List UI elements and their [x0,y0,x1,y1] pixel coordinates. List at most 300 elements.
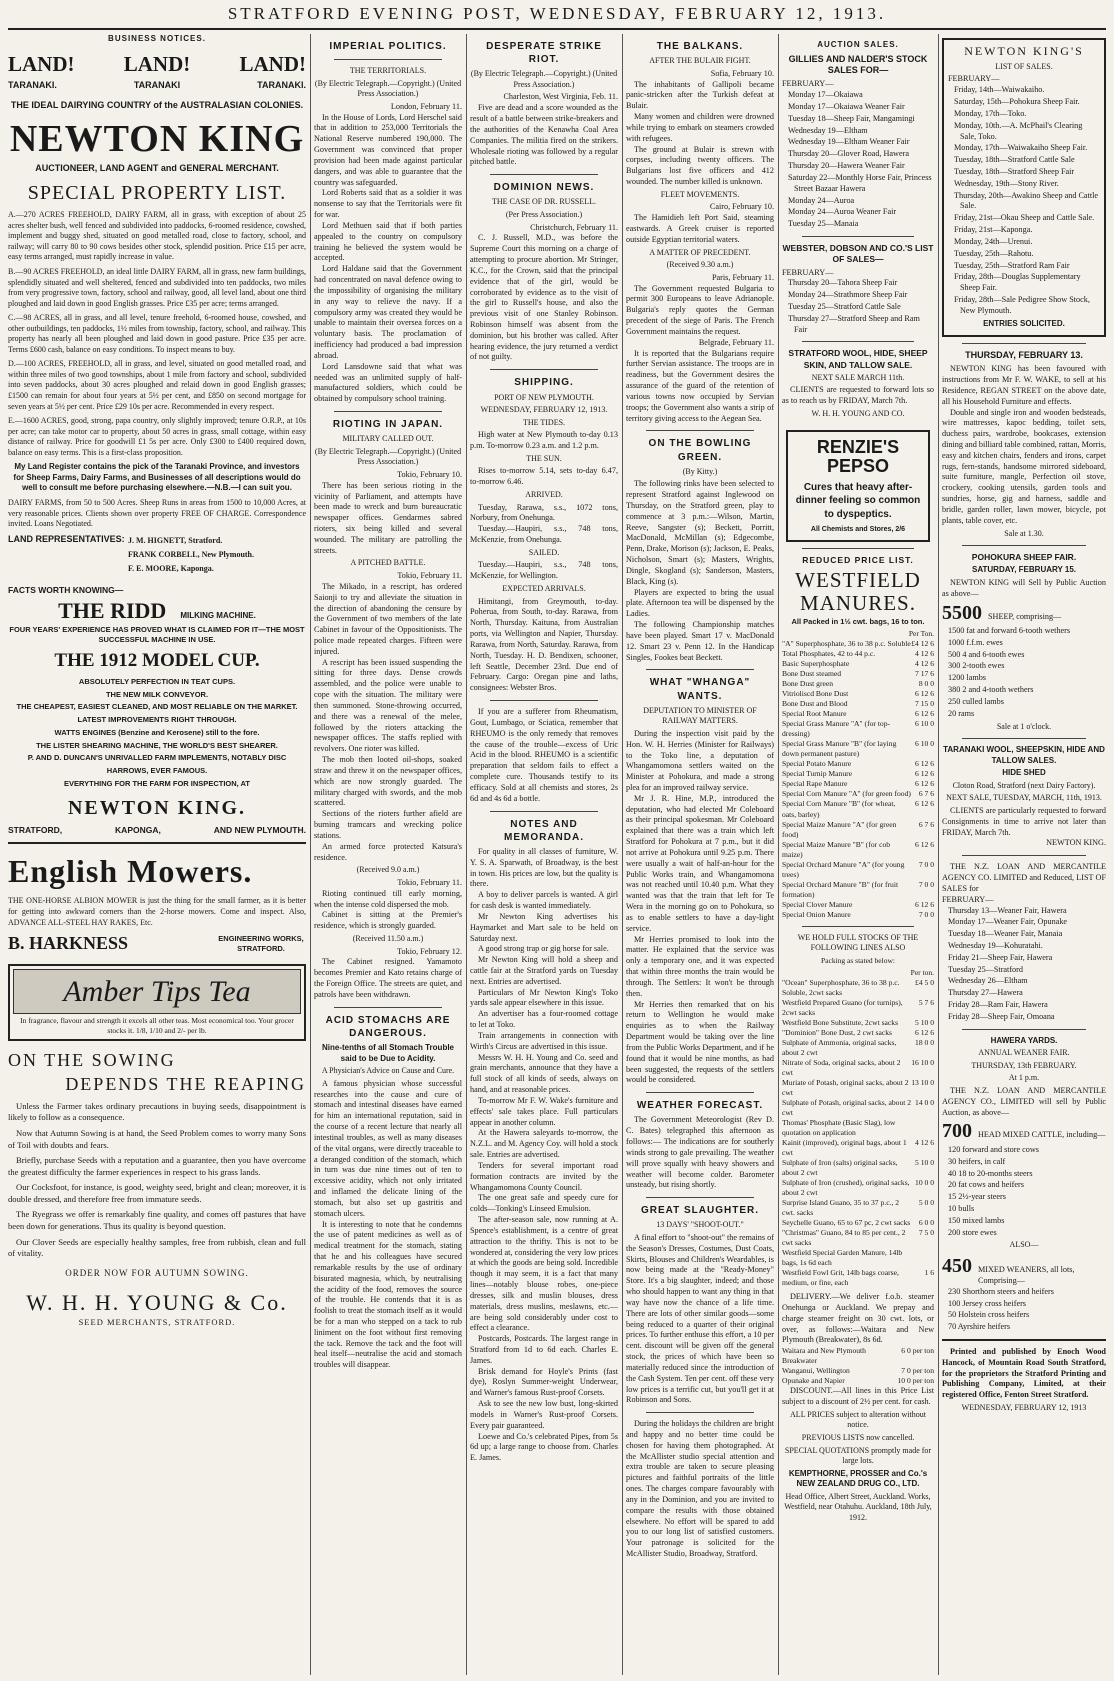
price-row [782,1228,934,1248]
stock-entry: 50 Holstein cross heifers [948,1310,1030,1320]
news-paragraph: The following Championship matches have been played. Smart 17 v. MacDonald 12. Smart 23 v. Penn 12. In the Handicap Singles, Fookes beat Beckett. [626,620,774,662]
price-item: Special Grass Manure "A" (for top-dressing) [782,719,891,739]
sale-time: At 1 p.m. [1008,1073,1040,1083]
business-notices-heading: BUSINESS NOTICES. [108,34,206,43]
price-item: Sulphate of Potash, original sacks, about 2 cwt [782,1097,912,1117]
nz-loan-heading: THE N.Z. LOAN AND MERCANTILE AGENCY CO. LIMITED and Reduced, LIST OF SALES for [942,862,1106,893]
rheumo-advert: If you are a sufferer from Rheumatism, Gout, Lumbago, or Sciatica, remember that RHEUMO is the only remedy that removes the cause of the trouble—excess of Uric Acid in the blood. RHEUMO is a scientific preparation that seldom fails to effect a complete cure. Thousands testify to its efficacy. Sold at all chemists and stores, 2s 6d and 4s 6d a bottle. [470,707,618,803]
tides-subheading: THE TIDES. [522,417,566,427]
stock-entry: 10 bulls [948,1203,975,1213]
land-banner [8,51,306,79]
price-row [782,799,934,819]
head-office-address: Head Office, Albert Street, Auckland. Works, Westfield, near Otahuhu. Auckland, 18th July, 1912. [784,1491,932,1522]
arrived-subheading: ARRIVED. [525,490,563,499]
price-item: Special Corn Manure "A" (for green food) [782,789,911,799]
price-row [782,719,934,739]
note-paragraph: Messrs W. H. H. Young and Co. seed and grain merchants, announce that they have a full stock of all kinds of seeds, always on hand, and at reasonable prices. [470,1052,618,1095]
dateline: Christchurch, February 11. [530,222,618,232]
stock-entry: 200 store ewes [948,1227,997,1237]
price-value: 8 0 0 [918,679,934,689]
stock-entry: 300 2-tooth ewes [948,661,1005,671]
stock-entry: 380 2 and 4-tooth wethers [948,685,1034,695]
sale-entry: Monday 17—Okaiawa Weaner Fair [788,101,905,111]
received-time: (Received 9.30 a.m.) [666,260,734,270]
packed-note: All Packed in 1½ cwt. bags, 16 to ton. [791,617,925,627]
price-item: Westfield Special Garden Manure, 14lb bags, 1s 6d each [782,1247,903,1267]
price-row [782,669,934,679]
manures-price-table [782,639,934,919]
price-item: Waitara and New Plymouth Breakwater [782,1346,866,1366]
price-value: 6 0 0 [918,1217,934,1227]
territorials-subheading: THE TERRITORIALS. [349,66,427,76]
price-value: £4 5 0 [915,977,934,987]
per-ton-label: Per Ton. [908,629,934,639]
price-row [782,759,934,769]
sale-entry: Thursday 20—Glover Road, Hawera [788,149,909,159]
price-value: 6 12 6 [915,769,934,779]
sale-entry: Monday, 17th—Toko. [954,108,1027,118]
saturday-heading: SATURDAY, FEBRUARY 15. [971,565,1077,575]
sale-entry: Thursday 13—Weaner Fair, Hawera [948,905,1067,915]
news-paragraph: In the House of Lords, Lord Herschel said that in addition to 253,000 Territorials the National Reserve numbered 190,000. The Government was convinced that proper provision had been made against particular dangers, and was able to guarantee that the country was safeguarded. [314,112,462,187]
feature-line: WATTS ENGINES (Benzine and Kerosene) still to the fore. [54,727,260,737]
sale-entry: Thursday 27—Stratford Sheep and Ram Fair [788,313,920,334]
price-value: 6 12 6 [915,839,934,849]
sale-entry: Tuesday 18—Sheep Fair, Mangamingi [788,113,915,123]
sale-entry: Tuesday 25—Stratford Cattle Sale [788,301,901,311]
renzies-pepso-advert [786,430,930,542]
acid-subheading-2: A Physician's Advice on Cause and Cure. [321,1066,455,1076]
young-co-name: W. H. H. YOUNG & Co. [26,1289,288,1315]
price-row [782,1028,934,1038]
price-row [782,1366,934,1376]
price-value: 6 0 per ton [901,1346,934,1356]
renzies-pepso-stockists: All Chemists and Stores, 2/6 [810,525,906,533]
entries-solicited: ENTRIES SOLICITED. [983,318,1065,328]
prices-subject-note: ALL PRICES subject to alteration without notice. [790,1409,926,1430]
news-paragraph: An armed force protected Katsura's residence. [314,841,462,862]
renzies-pepso-title: RENZIE'S PEPSO [816,436,900,477]
sale-entry: Tuesday, 25th—Rahotu. [954,248,1034,258]
news-paragraph: The ground at Bulair is strewn with corpses, including twenty officers. The Bulgarians lost five officers and 412 wounded. The number killed is unknown. [626,144,774,187]
note-paragraph: Train arrangements in connection with Wirth's Circus are advertised in this issue. [470,1030,618,1051]
stock-entry: 15 2½-year steers [948,1192,1006,1202]
dateline: London, February 11. [390,101,462,111]
sale-entry: Friday 28—Sheep Fair, Omoana [948,1011,1055,1021]
note-paragraph: A good strong trap or gig horse for sale. [478,944,609,954]
price-value: 1 6 [924,1268,934,1277]
price-value: 7 0 0 [918,859,934,869]
month-label: FEBRUARY— [782,267,834,277]
price-item: Special Clover Manure [782,899,853,909]
column-5-auction-sales [782,34,934,1675]
whh-young-signature: W. H. H. YOUNG AND CO. [811,409,905,419]
seed-merchants-line: SEED MERCHANTS, STRATFORD. [78,1316,236,1327]
property-listing-e: E.—1600 ACRES, good, strong, papa country, only slightly improved; tenure O.R.P., at 10s per acre; can take motor car to property, about 50 acres in grass, small cottage, within easy distance of railway. Price for goodwill £1 5s per acre. Only £300 to £400 required down, balance on easy terms. This is a first-class proposition. [8,416,306,457]
news-paragraph: It is interesting to note that he condemns the use of patent medicines as well as of medical treatment for the stomach, stating that he and his colleagues have secured remarkable results by the use of ordinary bisurated magnesia, which, by neutralising the acidity of the food, removes the source of the trouble. He contends that it is as foolish to treat the stomach itself as it would be for a man who stepped on a tack to rub liniment on the foot without first removing the tack. Remove the tack and the foot will heal itself—neutralise the acid and stomach troubles will disappear. [314,1219,462,1370]
price-value [911,1248,934,1268]
price-row [782,1198,934,1218]
price-value: 7 17 6 [915,669,934,679]
price-row [782,1158,934,1178]
sale-entry: Tuesday 25—Manaia [788,219,859,229]
news-paragraph: Many women and children were drowned while trying to embark on steamers crowded with refugees. [626,112,774,143]
stock-entry: 1000 f.f.m. ewes [948,637,1003,647]
harkness-name: B. HARKNESS [8,933,129,954]
price-value: 4 12 6 [915,1137,934,1147]
price-row [782,860,934,880]
we-hold-heading: WE HOLD FULL STOCKS OF THE FOLLOWING LINES ALSO [797,932,919,953]
representative: J. M. HIGNETT, Stratford. [128,535,223,545]
news-paragraph: A famous physician whose successful researches into the cause and cure of stomach and intestinal diseases have earned for him an international reputation, said in the course of a recent lecture that nearly all intestinal troubles, as well as many diseases of the vital organs, were directly traceable to a deranged condition of the stomach, which in turn was due nine times out of ten to excessive acidity, which not only irritated and inflamed the delicate lining of the stomach, but also set up gastritis and stomach ulcers. [314,1078,462,1218]
stock-entry: 1500 fat and forward 6-tooth wethers [948,625,1071,635]
expected-subheading: EXPECTED ARRIVALS. [502,584,586,594]
price-value [911,1118,934,1138]
price-value: 7 0 per ton [901,1366,934,1376]
price-item: Westfield Prepared Guano (for turnips), 2cwt sacks [782,997,903,1017]
column-4-news [626,34,774,1675]
stock-entry: 100 Jersey cross heifers [948,1298,1026,1308]
sale-entry: Thursday 20—Tahora Sheep Fair [788,278,898,288]
property-listing-c: C.—98 ACRES, all in grass, and all level, tenure freehold, 6-roomed house, cowshed, and other outbuildings, ten paddocks, 1½ miles from township, factory, school, and railway. This property has nearly all been ploughed and laid down in good pasture. Price £35 per acre. Terms £600 cash, balance on easy conditions. To inspect means to buy. [8,313,306,354]
taranaki-wool-heading: TARANAKI WOOL, SHEEPSKIN, HIDE AND TALLOW SALES. [943,745,1105,765]
feature-line: ABSOLUTELY PERFECTION IN TEAT CUPS. [78,676,236,686]
property-listing-b: B.—90 ACRES FREEHOLD, an ideal little DAIRY FARM, all in grass, new farm buildings, splendidly situated and well sheltered, fenced and subdivided into ten paddocks, two miles from very progressive town, factory, school and railway, good, all level land, about one third ploughed and laid down in good English grasses. Price £35 per acre; terms arranged. [8,267,306,308]
price-row [782,769,934,779]
price-row [782,840,934,860]
price-row [782,689,934,699]
weaners-count-line [942,1253,1106,1287]
hawera-yards-heading: HAWERA YARDS. [990,1035,1058,1045]
sale-entry: Friday 28—Ram Fair, Hawera [948,1000,1048,1010]
price-value: 6 7 6 [918,819,934,829]
price-item: Sulphate of Iron (salts) original sacks, about 2 cwt [782,1157,898,1177]
press-credit: (By Electric Telegraph.—Copyright.) (United Press Association.) [314,78,462,99]
received-time: (Received 9.0 a.m.) [356,865,420,875]
news-paragraph: Rioting continued till early morning, when the intense cold dispersed the mob. [314,888,462,909]
weaners-list [942,1287,1106,1333]
weaners-count: 450 [942,1255,972,1278]
price-row [782,1218,934,1228]
weaners-word: MIXED WEANERS, all lots, Comprising— [978,1265,1075,1285]
dominion-news-heading: DOMINION NEWS. [493,182,595,194]
price-item: Seychelle Guano, 65 to 67 pc, 2 cwt sacks [782,1217,911,1227]
lines-price-table [782,978,934,1288]
news-paragraph: Lord Haldane said that the Government had concentrated on naval defence owing to the impossibility of organising the military in any way to relieve the navy. If a compulsory army was created they would be unable to maintain their oversea forces on a voluntary basis. The proclamation of inefficiency had produced a bad impression abroad. [314,264,462,360]
sale-entry: Friday 21—Sheep Fair, Hawera [948,952,1053,962]
stock-entry: 30 heifers, in calf [948,1156,1006,1166]
sale-entry: Friday, 28th—Sale Pedigree Show Stock, New Plymouth. [954,295,1090,315]
order-now-line: ORDER NOW FOR AUTUMN SOWING. [65,1267,249,1278]
price-row [782,1018,934,1028]
news-paragraph: A final effort to "shoot-out" the remains of the Season's Dresses, Costumes, Dust Coats, Skirts, Blouses and Children's Weardables, is now being made at the "Ready-Money" Store. It's a big slaughter, indeed; and those who should happen to want any thing in that way have now the chance of a life time. There are lots of other similar goods—some being reduced to a quarter of their original prices. To further enthuse this effort, a 10 per cent. discount will be given off the general stock, the prices of which have been so materially reduced since the introduction of the Cash System. Ten per cent. off these very low prices is a terrific cut, but you'll get it at Robinson and Sons. [626,1232,774,1405]
price-value: 6 12 6 [915,1027,934,1037]
news-paragraph: The Government requested Bulgaria to permit 300 Europeans to leave Adrianople. Bulgaria's reply quotes the German precedent of the siege of Paris. The French Government maintains the request. [626,283,774,336]
pohokura-notice: NEWTON KING will Sell by Public Auction as above— [942,577,1106,598]
note-paragraph: Postcards, Postcards. The largest range in Stratford from 1d to 6d each. Charles E. James. [470,1334,618,1365]
imperial-politics-heading: IMPERIAL POLITICS. [329,41,447,52]
press-credit: (By Electric Telegraph.—Copyright.) (United Press Association.) [314,446,462,467]
sheep-count: 5500 [942,601,982,624]
note-paragraph: Tenders for several important road formation contracts are invited by the Whangamomona County Council. [470,1160,618,1192]
note-paragraph: To-morrow Mr F. W. Wake's furniture and effects' sale takes place. Full particulars appear in another column. [470,1095,618,1127]
news-paragraph: Mr J. R. Hine, M.P., introduced the deputation, who had elected Mr Coleboard as their principal spokesman. Mr Coleboard explained that there was a train which left Stratford for Pohokura at 7 p.m., but it did not arrive at Pohokura until 9.25 p.m. There were usually a wait of half-an-hour for the Public Works train, and Whangamomona was not reached until 10.40 p.m. What they wanted was that the train that left for Te Wera in the morning go on to Pohokura, so as to enable settlers to have a day-light service. [626,793,774,933]
sowing-body [8,1101,306,1260]
town: STRATFORD, [8,825,63,836]
news-paragraph: C. J. Russell, M.D., was before the Supreme Court this morning on a charge of attempting to procure abortion. Mr Stringer, K.C., for the Crown, said that the principal evidence that of the girl, would be corroborated by evidence as to the visit of the girl to Russell's house, and also the previous visit of one Stanley Robinson. Robinson himself was absent from the dominion, but his brother was called. After hearing evidence, the jury returned a verdict of not guilty. [470,233,618,362]
taranaki-word: TARANAKI [133,80,181,91]
dateline: Belgrade, February 11. [698,337,774,347]
land-word: LAND! [123,51,191,76]
webster-dobson-heading: WEBSTER, DOBSON AND CO.'S LIST OF SALES— [782,243,934,265]
per-ton-label: Per ton. [910,967,934,977]
stock-entry: 70 Ayrshire heifers [948,1322,1011,1332]
price-value: 4 12 6 [915,649,934,659]
dateline: Tokio, February 10. [397,469,462,479]
shipping-heading: SHIPPING. [514,377,574,389]
price-item: Sulphate of Ammonia, original sacks, about 2 cwt [782,1037,897,1057]
harkness-line [8,932,306,956]
ridd-line [8,596,306,625]
sale-entry: Saturday, 15th—Pohokura Sheep Fair. [954,97,1080,107]
price-item: Muriate of Potash, original sacks, about 2 cwt [782,1077,909,1097]
price-row [782,679,934,689]
price-value: 14 0 0 [915,1097,934,1107]
news-paragraph: It is reported that the Bulgarians require further Servian assistance. The troops are in readiness, but the Government desires the assurance of the guard of the retention of various towns now occupied by Servian troops; the Government also wants a strip of territory giving access to the Aegean Sea. [626,348,774,423]
note-paragraph: Mr Newton King advertises his Haymarket and Mart sale to be held on Saturday next. [470,911,618,943]
price-item: Westfield Bone Substitute, 2cwt sacks [782,1017,899,1027]
port-subheading: PORT OF NEW PLYMOUTH. [494,392,594,402]
stock-entry: 250 culled lambs [948,696,1004,706]
sowing-title-line-1: ON THE SOWING [8,1050,176,1071]
month-label: FEBRUARY— [948,74,1000,84]
property-listing-a: A.—270 ACRES FREEHOLD, DAIRY FARM, all in grass, with exception of about 25 acres shelter bush, well fenced and subdivided into paddocks, 6-roomed residence, cowshed, implement and buggy shed, situated on good metalled road, close to factory, school, and railway; will carry 80 to 90 cows besides other stock, splendid position. Price £15 per acre, easy terms arranged, must rapidly increase in value. [8,210,306,262]
printer-imprint: Printed and published by Enoch Wood Hancock, of Mountain Road South Stratford, for the proprietors the Stratford Printing and Publishing Company, Limited, at their registered Office, Fenton Street Stratford. [942,1346,1106,1400]
news-paragraph: Five are dead and a score wounded as the result of a battle between strike-breakers and the authorities of the Kenawha Coal Area Companies. The militia fired on the strikers. Wholesale rioting was followed by a regular pitched battle. [470,103,618,167]
price-item: Sulphate of Iron (crushed), original sacks, about 2 cwt [782,1177,910,1197]
representative: F. E. MOORE, Kaponga. [128,564,214,574]
note-paragraph: For quality in all classes of furniture, W. Y. S. A. Sparwath, of Broadway, is the best in town. His prices are low, but the quality is there. [470,846,618,889]
ideal-dairying-line: THE IDEAL DAIRYING COUNTRY of the AUSTRALASIAN COLONIES. [10,100,304,111]
land-word: LAND! [239,51,306,76]
auction-sales-heading: AUCTION SALES. [817,40,899,49]
sheep-count-line [942,600,1106,626]
sale-entry: Thursday 27—Hawera [948,988,1023,998]
sale-time: Sale at 1 o'clock. [996,721,1052,731]
military-subheading: MILITARY CALLED OUT. [342,434,434,444]
price-value: 4 12 6 [915,659,934,669]
price-item: Bone Dust steamed [782,669,842,679]
notes-memoranda-heading: NOTES AND MEMORANDA. [504,818,584,843]
news-paragraph: The Cabinet resigned. Yamamoto becomes Premier and Kato retains charge of the Foreign Office. The streets are quiet, and patrols have been withdrawn. [314,957,462,999]
column-divider [622,34,623,1675]
taranaki-word: TARANAKI. [257,80,306,91]
stock-entry: 500 4 and 6-tooth ewes [948,649,1025,659]
ridd-title: THE RIDD [58,597,167,623]
price-item: Thomas' Phosphate (Basic Slag), low quotation on application [782,1117,896,1137]
sale-entry: Tuesday, 25th—Stratford Ram Fair [954,260,1070,270]
price-value: 7 0 0 [918,879,934,889]
news-paragraph: Lord Lansdowne said that what was needed was an unlimited supply of half-manufactured soldiers, which could be obtained by compulsory school training. [314,361,462,404]
price-row [782,1248,934,1268]
strike-riot-heading: DESPERATE STRIKE RIOT. [486,41,602,66]
gillies-nalder-heading: GILLIES AND NALDER'S STOCK SALES FOR— [788,53,928,76]
price-row [782,1098,934,1118]
stratford-wool-heading: STRATFORD WOOL, HIDE, SHEEP SKIN, AND TALLOW SALE. [788,348,928,370]
sailed-subheading: SAILED. [528,547,560,557]
machinery-features [8,676,306,791]
pitched-battle-subheading: A PITCHED BATTLE. [350,558,426,568]
price-item: Basic Superphosphate [782,659,850,669]
discount-note: DISCOUNT.—All lines in this Price List subject to a discount of 2½ per cent. for cash. [782,1386,934,1407]
price-value: 7 0 0 [918,909,934,919]
webster-sales-list [782,278,934,335]
rioting-japan-heading: RIOTING IN JAPAN. [332,419,444,431]
taranaki-word: TARANAKI. [8,80,57,91]
stock-entry: 40 18 to 20-months steers [948,1168,1033,1178]
tides-text: High water at New Plymouth to-day 0.13 p.m. To-morrow 0.23 a.m. and 1.2 p.m. [470,430,618,450]
kempthorne-name: KEMPTHORNE, PROSSER and Co.'s NEW ZEALAND DRUG CO., LTD. [788,1468,928,1489]
expected-text: Himitangi, from Greymouth, to-day. Poherua, from South, to-day. Rarawa, from North, Thursday. Kaituna, from Australian ports, via Wellington and Napier, Thursday. Rarawa, from North, Saturday. Rarawa, from North, Tuesday. H. D. Bendixen, schooner, left Seattle, December 23rd. Due end of February. Cargo: Oregan pine and laths, consignees: Webster Bros. [470,596,618,693]
price-value: 7 15 0 [915,699,934,709]
sale-entry: Monday, 17th—Waiwakaiho Sheep Fair. [954,143,1088,153]
news-paragraph: Lord Roberts said that as a soldier it was nonsense to say that the Territorials were fit for war. [314,188,462,220]
also-label: ALSO— [1009,1240,1039,1250]
arrival-entry: Tuesday, Rarawa, s.s., 1072 tons, Norbury, from Onehunga. [470,502,618,523]
sale-entry: Monday 24—Strathmore Sheep Fair [788,290,908,300]
sale-entry: Wednesday 19—Kohuratahi. [948,940,1043,950]
news-paragraph: A rescript has been issued suspending the sitting for three days. Dense crowds assembled, and the police were unable to cope with the situation. The military were then summoned. Stone-throwing occurred, and there was a renewal of the melee, followed by the rioters attacking the newspaper offices. The staffs replied with revolvers. One rioter was killed. [314,657,462,754]
town: AND NEW PLYMOUTH. [213,825,306,836]
shoot-out-subheading: 13 DAYS' "SHOOT-OUT." [656,1220,744,1230]
feature-line: THE NEW MILK CONVEYOR. [105,689,209,699]
mowers-description: THE ONE-HORSE ALBION MOWER is just the thing for the small farmer, as it is better for getting into awkward corners than the 2-horse mowers. Come and inspect. Also, ADVANCE ALL-STEEL HAY RAKES, Etc. [8,896,306,927]
news-paragraph: During the inspection visit paid by the Hon. W. H. Herries (Minister for Railways) to the Toko line, a deputation of Whangamomona settlers waited on the Minister at Pohokura, and made a strong plea for an improved railway service. [626,728,774,792]
weather-forecast-heading: WEATHER FORECAST. [636,1100,764,1112]
land-word: LAND! [8,51,75,76]
sowing-paragraph: Our Cocksfoot, for instance, is good, weighty seed, bright and clean; moreover, it is double dressed, and therefore free from immature seeds. [8,1182,306,1204]
price-item: Opunake and Napier [782,1376,845,1386]
dateline: Paris, February 11. [711,272,774,282]
feature-line: THE LISTER SHEARING MACHINE, THE WORLD'S BEST SHEARER. [36,740,278,750]
previous-lists-note: PREVIOUS LISTS now cancelled. [801,1432,915,1442]
renzies-pepso-text: Cures that heavy after-dinner feeling so common to dyspeptics. [795,482,921,520]
amber-tips-tea-text: In fragrance, flavour and strength it excels all other teas. Most economical too. Your grocer stocks it. 1/8, 1/10 and 2/- per lb. [20,1016,294,1036]
bowling-green-heading: ON THE BOWLING GREEN. [648,438,752,463]
sale-entry: Thursday 20—Hawera Weaner Fair [788,161,905,171]
sowing-paragraph: Unless the Farmer takes ordinary precautions in buying seeds, disappointment is likely to follow as a consequence. [8,1100,306,1123]
news-paragraph: Players are expected to bring the usual plate. Afternoon tea will be dispensed by the Ladies. [626,587,774,619]
balkans-heading: THE BALKANS. [656,41,744,52]
thursday-heading: THURSDAY, FEBRUARY 13. [965,350,1083,361]
price-item: Special Grass Manure "B" (for laying down permanent pasture) [782,739,897,759]
note-paragraph: The one great safe and speedy cure for colds—Tonking's Linseed Emulsion. [470,1193,618,1214]
column-3-news [470,34,618,1675]
price-value: 13 10 0 [911,1077,934,1087]
town: KAPONGA, [115,825,161,836]
price-row [782,1118,934,1138]
cattle-word: HEAD MIXED CATTLE, including— [978,1130,1106,1140]
price-value: 5 10 0 [915,1017,934,1027]
price-row [782,900,934,910]
price-row [782,1138,934,1158]
press-credit: (Per Press Association.) [505,210,583,219]
price-row [782,1346,934,1366]
great-slaughter-heading: GREAT SLAUGHTER. [640,1205,760,1217]
bulair-subheading: AFTER THE BULAIR FIGHT. [649,56,751,66]
stock-entry: 20 rams [948,708,975,718]
price-item: Kainit (improved), original bags, about 1 cwt [782,1137,907,1157]
news-paragraph: The mob then looted oil-shops, soaked straw and threw it on the newspaper offices, which are now strongly guarded. The military charged with swords, and the mob scattered. [314,755,462,808]
price-value: £4 12 6 [911,639,934,649]
price-value: 5 0 0 [918,1197,934,1207]
sale-entry: Tuesday 25—Stratford [948,964,1023,974]
feature-line: THE CHEAPEST, EASIEST CLEANED, AND MOST RELIABLE ON THE MARKET. [16,702,298,712]
price-item: Vitrioliscd Bone Dust [782,689,849,699]
sheep-word: SHEEP, comprising— [988,611,1062,621]
price-row [782,820,934,840]
nz-loan-sales-list [942,906,1106,1023]
cattle-count: 700 [942,1120,972,1143]
price-item: Special Corn Manure "B" (for wheat, oats, barley) [782,799,896,819]
note-paragraph: An advertiser has a four-roomed cottage to let at Toko. [470,1009,618,1030]
price-row [782,779,934,789]
sale-entry: Saturday 22—Monthly Horse Fair, Princess Street Bazaar Hawera [788,172,932,193]
note-paragraph: Brisk demand for Hoyle's Prints (fast dye), Roslyn Summer-weight Underwear, and Warner's famous Rust-proof Corsets. [470,1366,618,1398]
newton-king-title: NEWTON KING [9,118,305,161]
quotations-note: SPECIAL QUOTATIONS promptly made for large lots. [784,1445,932,1466]
price-value: 6 12 6 [915,709,934,719]
news-paragraph: The Hamidieh left Port Said, steaming eastwards. A Greek cruiser is reported outside Egyptian territorial waters. [626,213,774,244]
column-1-newton-king-advert [8,34,306,1675]
russell-subheading: THE CASE OF DR. RUSSELL. [491,197,596,207]
amber-tips-tea-logo: Amber Tips Tea [13,969,301,1015]
price-row [782,1376,934,1386]
price-value: 10 0 0 [915,1177,934,1187]
list-of-sales-heading: LIST OF SALES. [995,61,1053,71]
gillies-sales-list [782,90,934,230]
news-paragraph: Mr Herries promised to look into the matter. He explained that the service was only a temporary one, and it was expected that within three months the train would be through. The Settlers: It won't be through then. [626,934,774,998]
sale-entry: Thursday, 20th—Awakino Sheep and Cattle Sale. [954,190,1099,211]
dateline: Tokio, February 12. [397,946,462,956]
price-row [782,1268,934,1288]
stock-entry: 1200 lambs [948,673,986,683]
price-item: Special Orchard Manure "B" (for fruit formation) [782,879,899,899]
price-value: 18 0 0 [915,1037,934,1047]
price-value: 6 10 0 [915,719,934,729]
price-item: Special Potato Manure [782,759,852,769]
news-paragraph: Lord Methuen said that if both parties appealed to the country on compulsory training he believed the system would be accepted. [314,220,462,263]
next-sale-line: NEXT SALE MARCH 11th. [811,372,905,382]
thursday-13-heading: THURSDAY, 13th FEBRUARY. [971,1060,1077,1070]
price-item: Nitrate of Soda, original sacks, about 2 cwt [782,1057,901,1077]
sale-entry: Friday, 21st—Okau Sheep and Cattle Sale. [954,213,1095,223]
sale-entry: Wednesday 26—Eltham [948,976,1028,986]
special-property-list-title: SPECIAL PROPERTY LIST. [27,181,287,204]
price-row [782,659,934,669]
price-row [782,709,934,719]
price-item: Special Maize Manure "B" (for cob maize) [782,839,891,859]
sale-entry: Monday 17—Weaner Fair, Opunake [948,917,1068,927]
clients-notice: CLIENTS are particularly requested to forward Consignments in time to arrive not later than FRIDAY, March 7th. [942,805,1106,837]
price-value: 6 12 6 [915,779,934,789]
clients-notice: CLIENTS are requested to forward lots so as to reach us by FRIDAY, March 7th. [782,385,934,406]
sun-subheading: THE SUN. [526,453,562,463]
sowing-paragraph: Briefly, purchase Seeds with a reputation and a guarantee, then you have overcome the greatest difficulty the farmer experiences in respect to his grass lands. [8,1155,306,1177]
price-item: Bone Dust green [782,679,834,689]
sale-entry: Friday, 21st—Kaponga. [954,225,1033,235]
next-sale-line: NEXT SALE, TUESDAY, MARCH, 11th, 1913. [946,793,1102,803]
